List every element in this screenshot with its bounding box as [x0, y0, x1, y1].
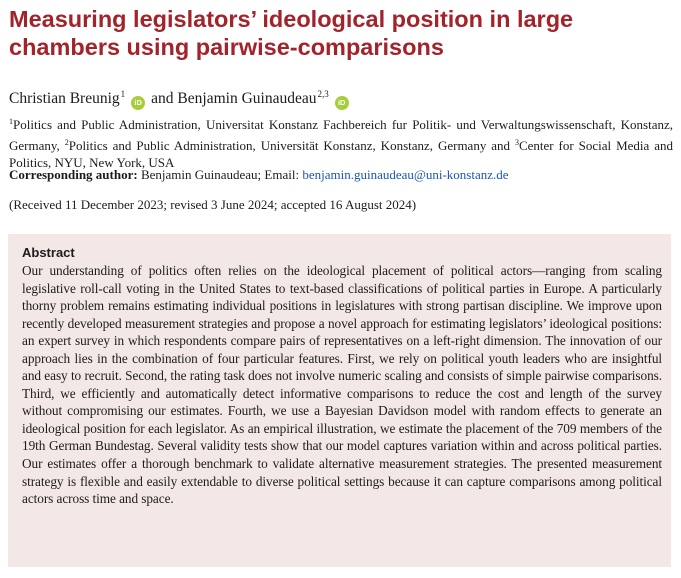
orcid-icon[interactable]: iD — [131, 96, 145, 110]
author-name: Christian Breunig — [9, 90, 120, 107]
email-label: Email: — [264, 167, 300, 182]
orcid-icon[interactable]: iD — [335, 96, 349, 110]
affiliation-text: Center for Social Media and Politics, NYU, New York, USA — [9, 137, 673, 171]
paper-title: Measuring legislators’ ideological position in large chambers using pairwise-comparisons — [9, 6, 574, 60]
affiliation-text: Politics and Public Administration, Universitat Konstanz Fachbereich fur Politik- und Verwaltungswissenschaft, Konstanz, Germany, — [9, 117, 673, 153]
received-dates: (Received 11 December 2023; revised 3 June 2024; accepted 16 August 2024) — [9, 197, 417, 212]
corresponding-author — [9, 166, 509, 184]
affiliation-text: Politics and Public Administration, Universität Konstanz, Konstanz, Germany and — [68, 137, 515, 153]
author-connector: and — [151, 90, 174, 107]
affiliation-mark: 1 — [9, 117, 13, 126]
abstract-box — [8, 234, 671, 567]
author-name: Benjamin Guinaudeau — [177, 90, 317, 107]
affiliation-mark: 2,3 — [317, 89, 329, 99]
corresponding-label: Corresponding author: — [9, 167, 138, 182]
email-link[interactable]: benjamin.guinaudeau@uni-konstanz.de — [302, 167, 509, 182]
abstract-text: Our understanding of politics often relies on the ideological placement of political actors—ranging from scaling legislative roll-call voting in the United States to text-based classifications of political parties in Europe. A particularly thorny problem remains estimating individual positions in legislatures with strong partisan discipline. We improve upon recently developed measurement strategies and propose a novel approach for estimating legislators’ ideological positions: an expert survey in which respondents compare pairs of representatives on a left-right dimension. The innovation of our approach lies in the combination of four particular features. First, we rely on political youth leaders who are insightful and easy to recruit. Second, the rating task does not involve numeric scaling and consists of simple pairwise comparisons. Third, we efficiently and automatically detect informative comparisons to reduce the cost and length of the survey without compromising our estimates. Fourth, we use a Bayesian Davidson model with random effects to generate an ideological position for each legislator. As an empirical illustration, we estimate the placement of the 709 members of the 19th German Bundestag. Several validity tests show that our model captures variation within and across political parties. Our estimates offer a thorough benchmark to validate alternative measurement strategies. The presented measurement strategy is flexible and easily extendable to diverse political settings because it can capture comparisons among political actors across time and space. — [22, 263, 662, 507]
abstract-heading: Abstract — [22, 245, 75, 260]
author-line — [9, 84, 355, 110]
affiliation-mark: 3 — [514, 137, 519, 147]
affiliation-mark: 1 — [120, 89, 126, 99]
affiliation-mark: 2 — [64, 137, 69, 147]
corresponding-name: Benjamin Guinaudeau; — [140, 167, 262, 182]
affiliations — [9, 113, 673, 172]
